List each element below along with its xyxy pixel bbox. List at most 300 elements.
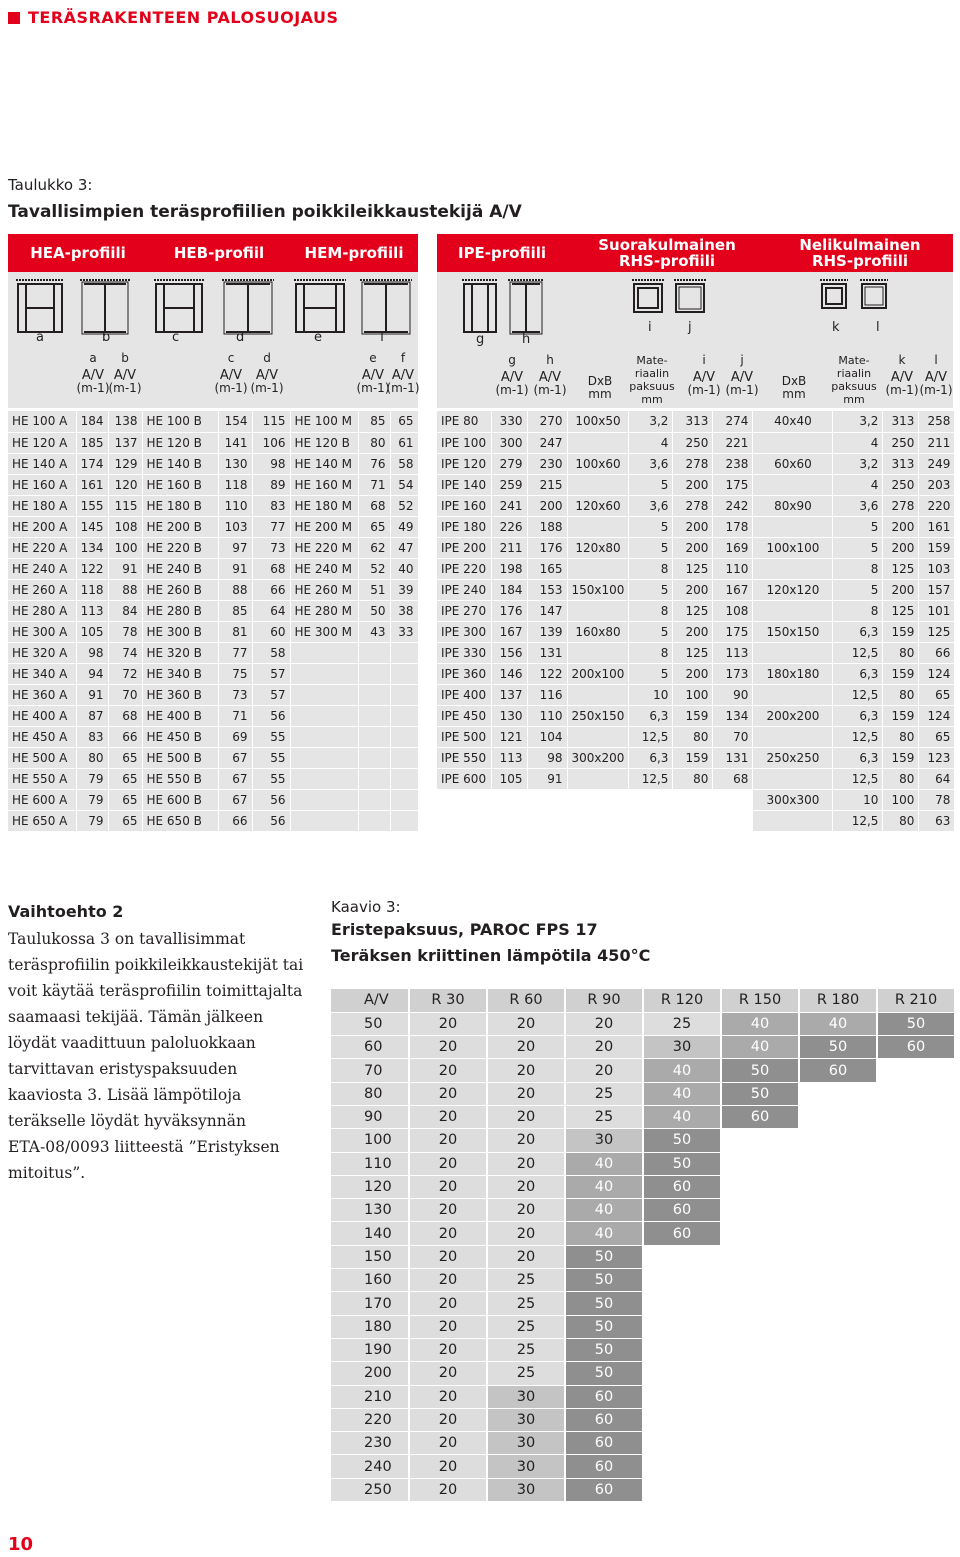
table-row: [8, 453, 418, 474]
thickness-cell: 60: [565, 1408, 643, 1431]
av-value-cell: 80: [358, 432, 390, 453]
dxb-cell: [753, 516, 833, 537]
profile-name-cell: IPE 270: [437, 600, 491, 621]
thickness-cell: [877, 1082, 955, 1105]
table-row: [8, 474, 418, 495]
av-value-cell: [713, 789, 753, 810]
thickness-cell: [877, 1385, 955, 1408]
rhs-rect-profile-icon: [674, 280, 706, 312]
av-value-cell: 165: [527, 558, 567, 579]
profile-name-cell: IPE 140: [437, 474, 491, 495]
av-value-cell: 65: [108, 789, 142, 810]
av-value-cell: 313: [883, 411, 919, 432]
thickness-cell: [721, 1408, 799, 1431]
av-value-cell: 65: [390, 411, 418, 432]
thickness-cell: [799, 1362, 877, 1385]
header-title: TERÄSRAKENTEEN PALOSUOJAUS: [28, 8, 339, 27]
av-value-cell: 65: [108, 747, 142, 768]
i-beam-fire-board-icon: [154, 280, 204, 332]
col-head-i: i A/V (m-1): [687, 353, 721, 397]
thickness-cell: 20: [409, 1059, 487, 1082]
av-value-cell: 55: [252, 726, 290, 747]
thickness-cell: [643, 1315, 721, 1338]
table-row: [437, 579, 955, 600]
table-row: [437, 726, 955, 747]
thickness-cell: 5: [833, 537, 883, 558]
profile-name-cell: HE 300 A: [8, 621, 76, 642]
av-value-cell: [358, 642, 390, 663]
thickness-cell: 20: [565, 1036, 643, 1059]
thickness-cell: [877, 1199, 955, 1222]
profile-name-cell: IPE 80: [437, 411, 491, 432]
profile-name-cell: IPE 450: [437, 705, 491, 726]
table-row: [8, 600, 418, 621]
av-value-cell: [390, 747, 418, 768]
av-value-cell: 211: [491, 537, 527, 558]
thickness-cell: [643, 1362, 721, 1385]
av-value-cell: 113: [76, 600, 108, 621]
av-value-cell: 57: [252, 684, 290, 705]
av-value-cell: 137: [108, 432, 142, 453]
av-value-cell: 118: [218, 474, 252, 495]
av-row-header: 90: [331, 1105, 409, 1128]
profile-name-cell: HE 260 M: [290, 579, 358, 600]
av-value-cell: 200: [673, 579, 713, 600]
thickness-cell: [799, 1315, 877, 1338]
av-value-cell: 65: [919, 684, 955, 705]
thickness-cell: 5: [629, 474, 673, 495]
profile-name-cell: IPE 330: [437, 642, 491, 663]
av-value-cell: 103: [218, 516, 252, 537]
table-row: [331, 1245, 955, 1268]
av-value-cell: 56: [252, 810, 290, 831]
thickness-cell: 3,2: [833, 411, 883, 432]
av-value-cell: 69: [218, 726, 252, 747]
av-value-cell: 80: [883, 726, 919, 747]
thickness-cell: 50: [877, 1012, 955, 1035]
thickness-cell: 20: [409, 1222, 487, 1245]
profile-name-cell: HE 100 B: [142, 411, 218, 432]
av-row-header: 210: [331, 1385, 409, 1408]
av-value-cell: [358, 747, 390, 768]
profile-name-cell: IPE 180: [437, 516, 491, 537]
av-row-header: 110: [331, 1152, 409, 1175]
thickness-cell: 50: [565, 1292, 643, 1315]
profile-name-cell: HE 140 M: [290, 453, 358, 474]
thickness-cell: 60: [565, 1432, 643, 1455]
thickness-cell: 20: [409, 1385, 487, 1408]
thickness-cell: [799, 1199, 877, 1222]
table-row: [8, 684, 418, 705]
av-value-cell: 155: [76, 495, 108, 516]
table-row: [331, 1478, 955, 1501]
av-value-cell: 65: [919, 726, 955, 747]
av-value-cell: 159: [883, 705, 919, 726]
av-value-cell: 75: [218, 663, 252, 684]
profile-name-cell: HE 450 B: [142, 726, 218, 747]
thickness-cell: 50: [565, 1338, 643, 1361]
av-value-cell: [358, 768, 390, 789]
thickness-cell: [721, 1432, 799, 1455]
table-row: [331, 1059, 955, 1082]
dxb-cell: [753, 558, 833, 579]
av-value-cell: 110: [713, 558, 753, 579]
av-value-cell: [390, 789, 418, 810]
av-value-cell: 159: [883, 747, 919, 768]
dxb-cell: [567, 684, 629, 705]
thickness-cell: 40: [721, 1012, 799, 1035]
av-value-cell: 50: [358, 600, 390, 621]
av-value-cell: 68: [108, 705, 142, 726]
profile-name-cell: IPE 360: [437, 663, 491, 684]
profile-name-cell: HE 120 A: [8, 432, 76, 453]
body-text-line: teräsprofiilin poikkileikkaustekijät tai: [8, 956, 304, 974]
av-value-cell: 274: [713, 411, 753, 432]
table-row: [437, 516, 955, 537]
av-value-cell: 100: [673, 684, 713, 705]
thickness-cell: 20: [409, 1105, 487, 1128]
fig-letter-l: l: [876, 320, 880, 335]
thickness-cell: [877, 1292, 955, 1315]
thickness-cell: 20: [409, 1269, 487, 1292]
av-value-cell: 200: [527, 495, 567, 516]
column-header: R 120: [643, 989, 721, 1012]
table-row: [437, 600, 955, 621]
av-value-cell: 159: [673, 705, 713, 726]
av-value-cell: 67: [218, 747, 252, 768]
thickness-cell: 3,6: [629, 495, 673, 516]
table-row: [331, 1129, 955, 1152]
av-value-cell: 118: [76, 579, 108, 600]
table-row: [437, 453, 955, 474]
table-row: [8, 663, 418, 684]
dxb-cell: [567, 432, 629, 453]
dxb-cell: [567, 600, 629, 621]
dxb-cell: 300x300: [753, 789, 833, 810]
thickness-cell: 25: [565, 1105, 643, 1128]
thickness-cell: 6,3: [629, 705, 673, 726]
thickness-cell: [877, 1315, 955, 1338]
profile-name-cell: IPE 220: [437, 558, 491, 579]
av-value-cell: 200: [883, 579, 919, 600]
table-row: [8, 768, 418, 789]
av-row-header: 230: [331, 1432, 409, 1455]
dxb-cell: [753, 474, 833, 495]
dxb-cell: 120x80: [567, 537, 629, 558]
av-value-cell: 77: [218, 642, 252, 663]
vaihtoehto-body: [8, 926, 308, 1186]
av-value-cell: 278: [673, 495, 713, 516]
thickness-cell: [643, 1385, 721, 1408]
av-value-cell: 91: [218, 558, 252, 579]
thickness-cell: [721, 1269, 799, 1292]
thickness-cell: 40: [643, 1059, 721, 1082]
vaihtoehto-title: Vaihtoehto 2: [8, 902, 124, 921]
av-value-cell: 278: [883, 495, 919, 516]
i-beam-profile-icon: [222, 280, 274, 334]
col-head-b: b A/V (m-1): [108, 351, 142, 395]
profile-name-cell: HE 600 B: [142, 789, 218, 810]
ipe-fire-board-icon: [462, 280, 498, 332]
table-row: [331, 1269, 955, 1292]
av-value-cell: 134: [713, 705, 753, 726]
thickness-cell: 30: [487, 1408, 565, 1431]
thickness-cell: [877, 1478, 955, 1501]
thickness-cell: [721, 1478, 799, 1501]
thickness-cell: 50: [565, 1315, 643, 1338]
thickness-cell: 30: [487, 1455, 565, 1478]
av-value-cell: 74: [108, 642, 142, 663]
av-value-cell: 83: [76, 726, 108, 747]
group-hea: HEA-profiili: [30, 244, 126, 262]
av-value-cell: 105: [491, 768, 527, 789]
av-value-cell: 258: [919, 411, 955, 432]
profile-name-cell: [437, 810, 491, 831]
av-row-header: 190: [331, 1338, 409, 1361]
col-head-a: a A/V (m-1): [76, 351, 110, 395]
av-row-header: 60: [331, 1036, 409, 1059]
av-value-cell: 67: [218, 768, 252, 789]
thickness-cell: 20: [409, 1432, 487, 1455]
av-value-cell: 238: [713, 453, 753, 474]
group-rhs-square: Nelikulmainen RHS-profiili: [799, 236, 921, 270]
av-value-cell: 98: [76, 642, 108, 663]
av-value-cell: 71: [218, 705, 252, 726]
profile-name-cell: HE 200 B: [142, 516, 218, 537]
thickness-cell: 50: [565, 1245, 643, 1268]
profile-name-cell: HE 340 A: [8, 663, 76, 684]
av-value-cell: 58: [390, 453, 418, 474]
thickness-cell: [721, 1385, 799, 1408]
thickness-cell: 50: [565, 1362, 643, 1385]
profile-name-cell: [290, 726, 358, 747]
av-value-cell: 176: [527, 537, 567, 558]
thickness-cell: [877, 1362, 955, 1385]
av-value-cell: 220: [919, 495, 955, 516]
thickness-cell: 8: [629, 558, 673, 579]
thickness-cell: 8: [833, 600, 883, 621]
thickness-cell: [799, 1338, 877, 1361]
av-value-cell: 105: [76, 621, 108, 642]
av-row-header: 180: [331, 1315, 409, 1338]
col-head-material-2: Mate- riaalin paksuus mm: [831, 354, 877, 406]
profile-name-cell: HE 360 B: [142, 684, 218, 705]
profile-name-cell: IPE 120: [437, 453, 491, 474]
av-value-cell: 52: [390, 495, 418, 516]
av-value-cell: 125: [673, 600, 713, 621]
profile-name-cell: [290, 768, 358, 789]
av-value-cell: [358, 726, 390, 747]
thickness-cell: 3,6: [629, 453, 673, 474]
profile-name-cell: HE 280 M: [290, 600, 358, 621]
av-value-cell: 66: [919, 642, 955, 663]
profile-name-cell: HE 320 A: [8, 642, 76, 663]
profile-name-cell: [290, 684, 358, 705]
profile-name-cell: HE 550 A: [8, 768, 76, 789]
thickness-cell: 20: [409, 1082, 487, 1105]
av-value-cell: 278: [673, 453, 713, 474]
thickness-cell: 20: [565, 1059, 643, 1082]
hea-heb-hem-table: [8, 411, 419, 832]
dxb-cell: 250x250: [753, 747, 833, 768]
column-header: A/V: [331, 989, 409, 1012]
fig-letter-k: k: [832, 320, 840, 335]
av-value-cell: 249: [919, 453, 955, 474]
thickness-cell: [799, 1152, 877, 1175]
av-value-cell: 55: [252, 747, 290, 768]
table-row: [8, 642, 418, 663]
fig-letter-g: g: [476, 332, 485, 347]
av-value-cell: 153: [527, 579, 567, 600]
thickness-cell: 20: [409, 1036, 487, 1059]
thickness-cell: 40: [643, 1082, 721, 1105]
profile-name-cell: [290, 705, 358, 726]
col-head-c: c A/V (m-1): [214, 351, 248, 395]
col-head-k: k A/V (m-1): [885, 353, 919, 397]
profile-name-cell: HE 240 A: [8, 558, 76, 579]
thickness-cell: 5: [629, 663, 673, 684]
av-row-header: 80: [331, 1082, 409, 1105]
av-value-cell: 159: [919, 537, 955, 558]
av-value-cell: 70: [713, 726, 753, 747]
fig-letter-i: i: [648, 320, 652, 335]
av-value-cell: 77: [252, 516, 290, 537]
av-value-cell: [390, 663, 418, 684]
thickness-cell: 12,5: [629, 768, 673, 789]
thickness-cell: 20: [487, 1152, 565, 1175]
av-value-cell: 98: [252, 453, 290, 474]
av-value-cell: 200: [883, 516, 919, 537]
thickness-cell: [799, 1105, 877, 1128]
thickness-cell: 25: [487, 1315, 565, 1338]
av-value-cell: 230: [527, 453, 567, 474]
av-value-cell: 200: [673, 537, 713, 558]
thickness-cell: 20: [487, 1245, 565, 1268]
av-row-header: 200: [331, 1362, 409, 1385]
av-value-cell: 67: [218, 789, 252, 810]
av-value-cell: 61: [390, 432, 418, 453]
av-value-cell: 64: [919, 768, 955, 789]
av-row-header: 100: [331, 1129, 409, 1152]
av-value-cell: 60: [252, 621, 290, 642]
profile-name-cell: IPE 500: [437, 726, 491, 747]
av-value-cell: [673, 810, 713, 831]
av-value-cell: 157: [919, 579, 955, 600]
table-row: [437, 537, 955, 558]
rhs-square-board-icon: [820, 280, 848, 308]
thickness-cell: 5: [629, 537, 673, 558]
group-rhs-rect: Suorakulmainen RHS-profiili: [598, 236, 736, 270]
col-head-dxb-1: DxB mm: [587, 374, 613, 401]
thickness-cell: [721, 1222, 799, 1245]
av-value-cell: 79: [76, 789, 108, 810]
av-value-cell: 122: [76, 558, 108, 579]
thickness-cell: 4: [629, 432, 673, 453]
av-value-cell: 125: [673, 642, 713, 663]
av-value-cell: [673, 789, 713, 810]
thickness-cell: [877, 1269, 955, 1292]
thickness-cell: [877, 1105, 955, 1128]
table-row: [8, 810, 418, 831]
profile-name-cell: HE 240 M: [290, 558, 358, 579]
table-row: [8, 537, 418, 558]
dxb-cell: 200x200: [753, 705, 833, 726]
dxb-cell: 100x60: [567, 453, 629, 474]
av-value-cell: [390, 726, 418, 747]
thickness-cell: 20: [409, 1175, 487, 1198]
av-value-cell: 167: [713, 579, 753, 600]
av-value-cell: [358, 684, 390, 705]
av-value-cell: 130: [491, 705, 527, 726]
table-row: [8, 558, 418, 579]
av-value-cell: 71: [358, 474, 390, 495]
col-head-j: j A/V (m-1): [725, 353, 759, 397]
profile-name-cell: HE 220 M: [290, 537, 358, 558]
thickness-cell: 6,3: [629, 747, 673, 768]
av-value-cell: 79: [76, 768, 108, 789]
col-head-h: h A/V (m-1): [533, 353, 567, 397]
av-value-cell: 100: [883, 789, 919, 810]
thickness-cell: 20: [409, 1245, 487, 1268]
header-square-icon: [8, 12, 20, 24]
thickness-cell: 5: [833, 579, 883, 600]
av-value-cell: 200: [673, 663, 713, 684]
thickness-cell: 50: [721, 1059, 799, 1082]
profile-name-cell: IPE 240: [437, 579, 491, 600]
thickness-cell: [799, 1129, 877, 1152]
av-value-cell: 89: [252, 474, 290, 495]
table-row: [8, 621, 418, 642]
av-value-cell: 66: [218, 810, 252, 831]
thickness-cell: [877, 1222, 955, 1245]
av-value-cell: 279: [491, 453, 527, 474]
table-row: [437, 768, 955, 789]
av-value-cell: 129: [108, 453, 142, 474]
av-value-cell: 55: [252, 768, 290, 789]
av-value-cell: 159: [673, 747, 713, 768]
table-row: [8, 411, 418, 432]
thickness-cell: 20: [409, 1199, 487, 1222]
av-value-cell: 113: [491, 747, 527, 768]
fig-letter-b: b: [102, 330, 111, 345]
col-head-g: g A/V (m-1): [495, 353, 529, 397]
dxb-cell: [567, 768, 629, 789]
thickness-cell: 40: [643, 1105, 721, 1128]
av-value-cell: 146: [491, 663, 527, 684]
col-head-material-1: Mate- riaalin paksuus mm: [629, 354, 675, 406]
thickness-cell: [643, 1269, 721, 1292]
i-beam-fire-board-icon: [294, 280, 346, 332]
av-value-cell: 250: [673, 432, 713, 453]
thickness-cell: [643, 1478, 721, 1501]
thickness-cell: 60: [643, 1199, 721, 1222]
thickness-cell: [799, 1455, 877, 1478]
thickness-cell: [877, 1175, 955, 1198]
av-value-cell: 184: [76, 411, 108, 432]
thickness-cell: 50: [565, 1269, 643, 1292]
thickness-cell: [799, 1408, 877, 1431]
thickness-cell: [721, 1315, 799, 1338]
body-text-line: voit käytää teräsprofiilin toimittajalta: [8, 982, 303, 1000]
av-value-cell: 138: [108, 411, 142, 432]
av-value-cell: 173: [713, 663, 753, 684]
table-row: [8, 789, 418, 810]
av-value-cell: 200: [673, 474, 713, 495]
table-row: [331, 1362, 955, 1385]
av-value-cell: 49: [390, 516, 418, 537]
profile-name-cell: HE 220 B: [142, 537, 218, 558]
av-value-cell: 66: [252, 579, 290, 600]
